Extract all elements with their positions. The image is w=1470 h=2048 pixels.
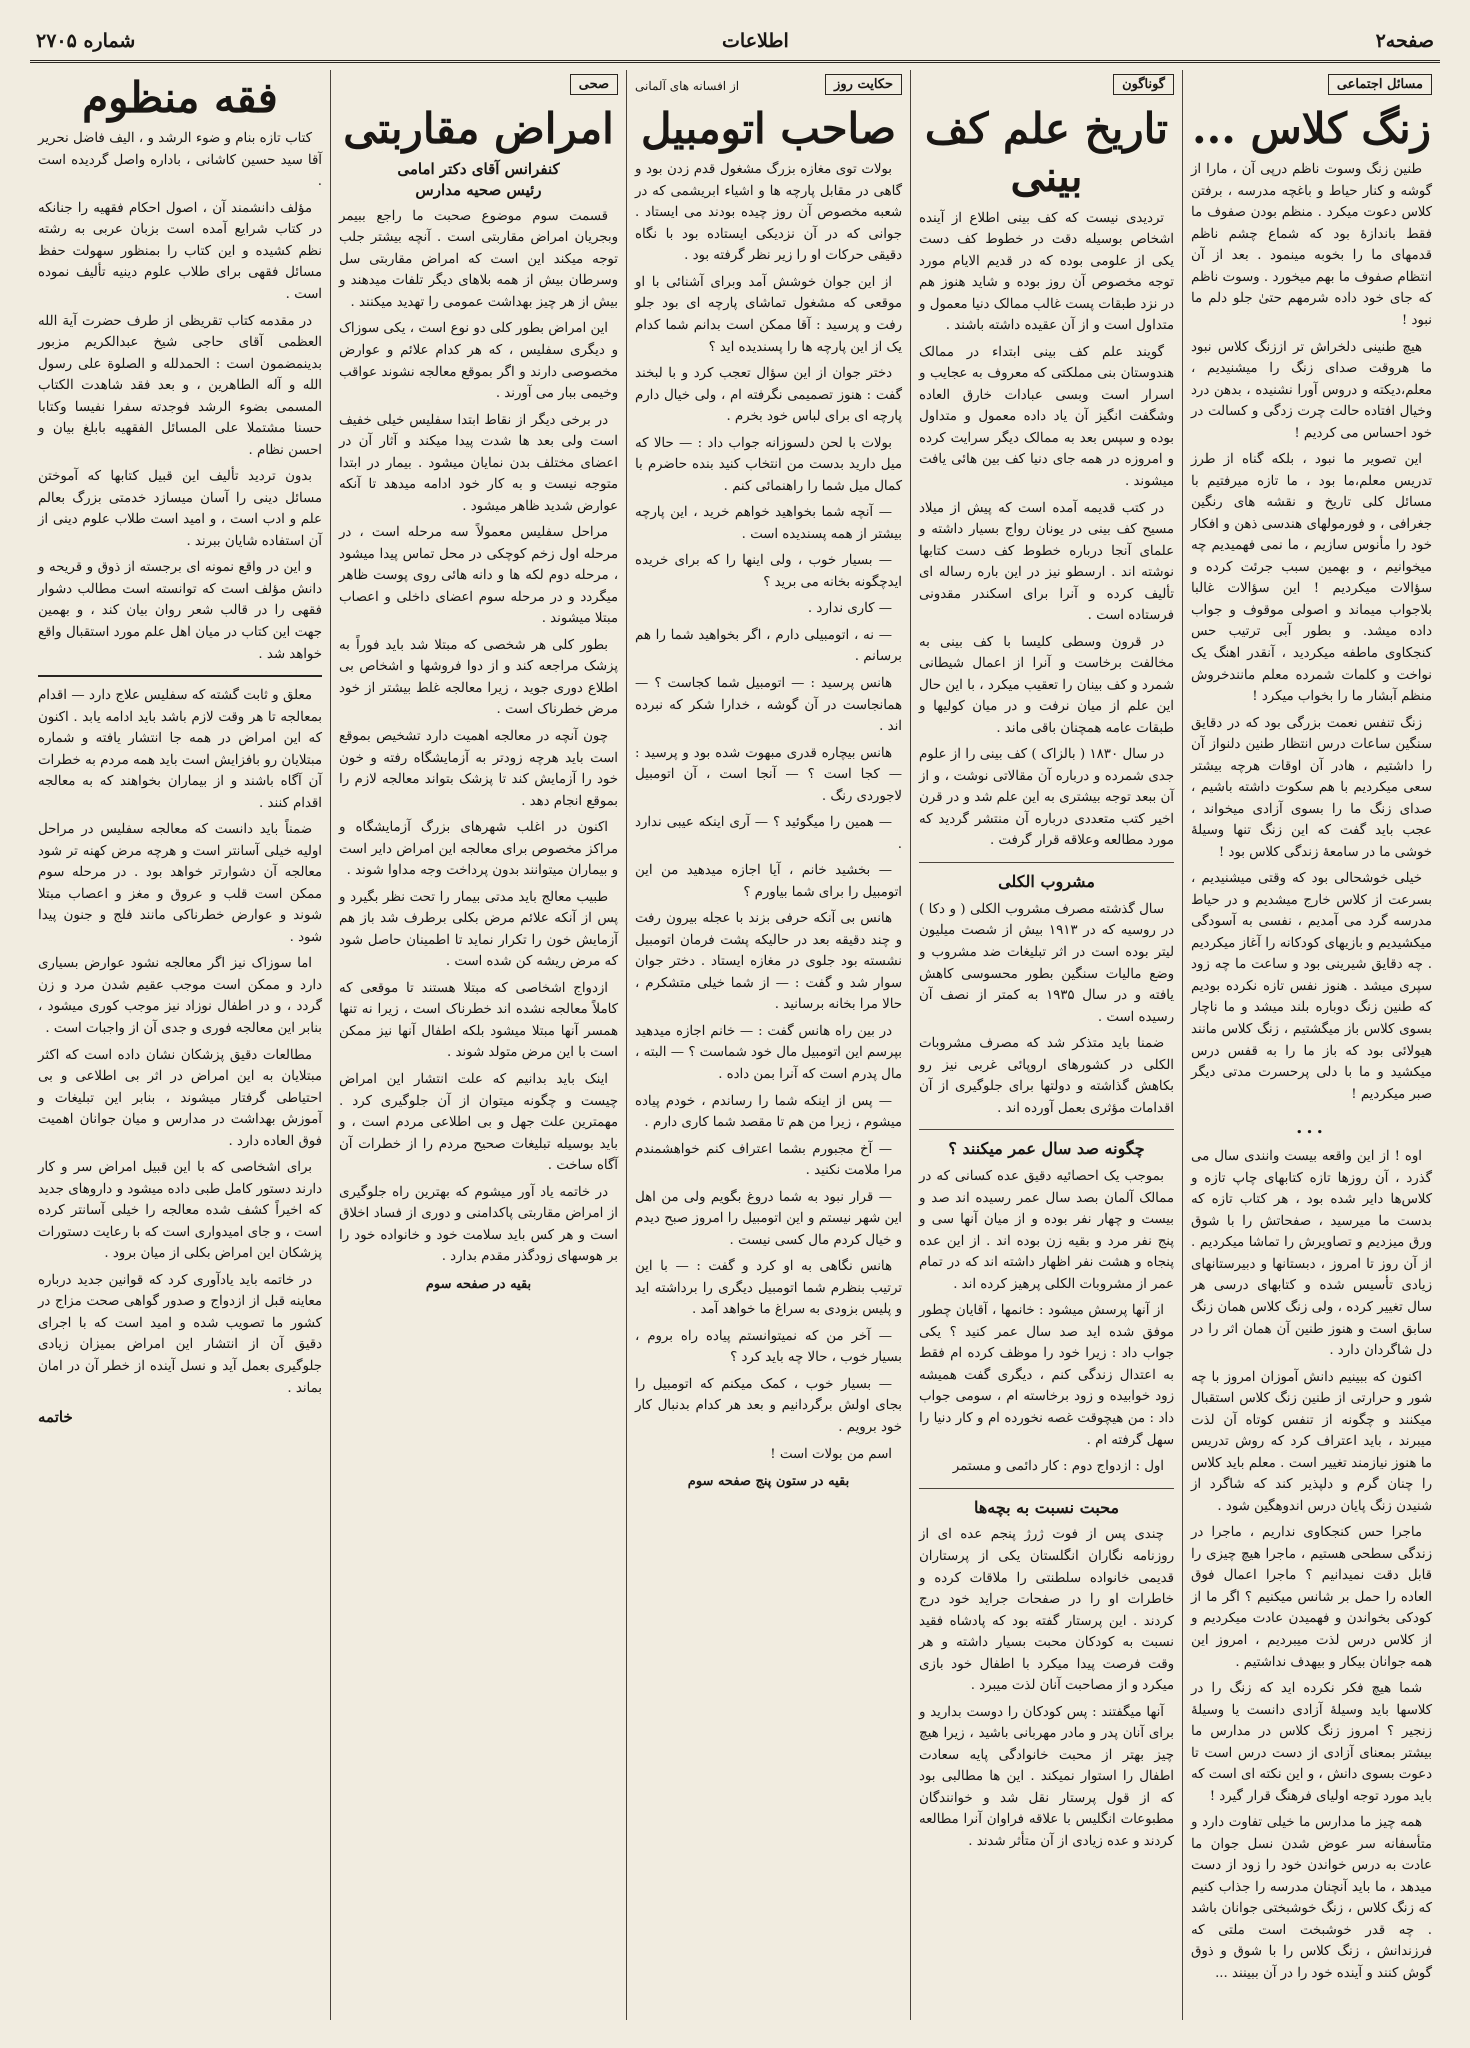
- paragraph: در کتب قدیمه آمده است که پیش از میلاد مسیح کف بینی در یونان رواج بسیار داشته و علمای آنجا درباره خطوط کف دست کتابها نوشته اند . ارسطو نیز در این باره رساله ای تألیف کرده و آنرا برای اسکندر مقدونی فرستاده است .: [919, 500, 1174, 624]
- article-divider: [38, 675, 322, 677]
- paragraph: دختر جوان از این سؤال تعجب کرد و با لبخند گفت : هنوز تصمیمی نگرفته ام ، ولی خیال دارم پارچه ای برای لباس خود بخرم .: [635, 366, 902, 425]
- paragraph: هانس نگاهی به او کرد و گفت : — با این ترتیب بنظرم شما اتومبیل دیگری را برداشته اید و پلیس بزودی به سراغ ما خواهد آمد .: [635, 1259, 902, 1318]
- subheading: چگونه صد سال عمر میکنند ؟: [919, 1129, 1174, 1162]
- article-kaf-bini: [910, 70, 1182, 2020]
- paragraph: — کاری ندارد .: [807, 601, 892, 617]
- paragraph: اکنون که ببینیم دانش آموزان امروز با چه شور و حرارتی از طنین زنگ کلاس استقبال میکنند و چگونه از تنفس کوتاه آن لذت میبرند ، باید اعتراف کرد که روش تدریس ما هنوز نیازمند تغییر است . معلم باید کلاس را چنان گرم و دلپذیر کند که شاگرد از شنیدن زنگ پایان درس اندوهگین شود .: [1191, 1369, 1432, 1514]
- paragraph: هانس بی آنکه حرفی بزند با عجله بیرون رفت و چند دقیقه بعد در حالیکه پشت فرمان اتومبیل نشسته بود جلوی در مغازه ایستاد . دختر جوان سوار شد و گفت : — از شما خیلی متشکرم ، حالا مرا بخانه برسانید .: [635, 911, 902, 1013]
- byline: [339, 159, 618, 200]
- paragraph: اوه ! از این واقعه بیست وانندی سال می گذرد ، آن روزها تازه کتابهای چاپ تازه و کلاس‌ها دایر شده بود ، هر کتاب تازه که بدست ما میرسید ، صفحاتش را با شوق ورق میزدیم و تصاویرش را تماشا میکردیم . از آن روز تا امروز ، دبستانها و دبیرستانهای زیادی تأسیس شده و کتابهای درسی هر سال تغییر کرده ، ولی زنگ کلاس همان زنگ سابق است و هنوز طنین آن همان اثر را در دل شاگردان دارد .: [1191, 1149, 1432, 1359]
- headline: فقه منظوم: [82, 73, 278, 122]
- paragraph: این امراض بطور کلی دو نوع است ، یکی سوزاک و دیگری سفلیس ، که هر کدام علائم و عوارض مخصوصی دارند و اگر بموقع معالجه نشوند عواقب وخیمی ببار می آورند .: [339, 321, 618, 402]
- issue-number: شماره ۲۷۰۵: [36, 30, 136, 52]
- paragraph: — قرار نبود به شما دروغ بگویم ولی من اهل این شهر نیستم و این اتومبیل را امروز صبح دیدم و خیال کردم مال کسی نیست .: [635, 1189, 902, 1248]
- paragraph: از آنها پرسش میشود : خانمها ، آقایان چطور موفق شده اید صد سال عمر کنید ؟ یکی جواب داد : زیرا خود را موظف کرده ام فقط به اعتدال زندگی کنم ، دیگری گفت همیشه زود خوابیده و زود برخاسته ام ، سومی جواب داد : من هیچوقت غصه نخورده ام و کار دنیا را سهل گرفته ام .: [919, 1303, 1174, 1448]
- paragraph: بموجب یک احصائیه دقیق عده کسانی که در ممالک آلمان بصد سال عمر رسیده اند صد و بیست و چهار نفر بوده و از میان آنها سی و پنج نفر مرد و بقیه زن بوده اند . از این عده پنجاه و هشت نفر اظهار داشته اند که در تمام عمر از مشروبات الکلی پرهیز کرده اند .: [919, 1169, 1174, 1292]
- paragraph: آنها میگفتند : پس کودکان را دوست بدارید و برای آنان پدر و مادر مهربانی باشید ، زیرا هیچ چیز بهتر از محبت خانوادگی پایه سعادت اطفال را استوار نمیکند . این ها مطالبی بود که از قول پرستار نقل شد و خوانندگان مطبوعات انگلیس با علاقه فراوان آنرا مطالعه کردند و عده زیادی از آن متأثر شدند .: [919, 1704, 1174, 1849]
- paragraph: بدون تردید تألیف این قبیل کتابها که آموختن مسائل دینی را آسان میسازد خدمتی بزرگ بعالم علم و ادب است ، و امید است طلاب علوم دینی از آن استفاده شایان ببرند .: [38, 469, 322, 549]
- paragraph: اول : ازدواج دوم : کار دائمی و مستمر: [952, 1459, 1164, 1475]
- paragraph: ماجرا حس کنجکاوی نداریم ، ماجرا در زندگی سطحی هستیم ، ماجرا هیچ چیزی را قابل دقت نمیدانیم ؟ ماجرا اعمال فوق العاده را حمل بر شانس میکنیم ؟ اگر ما از کودکی بخواندن و فهمیدن عادت میکردیم و از کلاس درس لذت میبردیم ، امروز این همه جوانان بیکار و بیهدف نداشتیم .: [1191, 1525, 1432, 1670]
- paragraph: چندی پس از فوت ژرژ پنجم عده ای از روزنامه نگاران انگلستان یکی از پرستاران قدیمی خانواده سلطنتی را ملاقات کرده و خاطرات او را در صفحات جراید خود درج کردند . این پرستار گفته بود که پادشاه فقید نسبت به کودکان محبت بسیار داشته و هر وقت فرصت پیدا میکرد با اطفال خود بازی میکرد و از مصاحبت آنان لذت میبرد .: [919, 1527, 1174, 1694]
- paragraph: هیچ طنینی دلخراش تر اززنگ کلاس نبود ما هروقت صدای زنگ را میشنیدیم ، معلم،دیکته و دروس آورا نشنیده ، بدهن درد وخیال افتاده حالت چرت زدگی و کسالت در خود احساس می کردیم !: [1191, 339, 1432, 441]
- paragraph: طبیب معالج باید مدتی بیمار را تحت نظر بگیرد و پس از آنکه علائم مرض بکلی برطرف شد باز هم آزمایش خون را تکرار نماید تا اطمینان حاصل شود که مرض ریشه کن شده است .: [339, 889, 618, 970]
- article-body: [38, 128, 322, 1429]
- section-kicker: گوناگون: [1113, 74, 1174, 95]
- paragraph: همه چیز ما مدارس ما خیلی تفاوت دارد و متأسفانه سر عوض شدن نسل جوان ما عادت به درس خواندن خود را زود از دست میدهد ، ما باید آنچنان مدرسه را جذاب کنیم که زنگ کلاس ، زنگ خوشبختی جوانان باشد . چه قدر خوشبخت است ملتی که فرزندانش ، زنگ کلاس را با شوق و ذوق گوش کنند و آینده خود را در آن ببینند ...: [1191, 1815, 1432, 1981]
- paragraph: ضمنا باید متذکر شد که مصرف مشروبات الکلی در کشورهای اروپائی غربی نیز رو بکاهش گذاشته و دولتها برای جلوگیری از آن اقدامات مؤثری بعمل آورده اند .: [919, 1036, 1174, 1116]
- paragraph: برای اشخاصی که با این قبیل امراض سر و کار دارند دستور کامل طبی داده میشود و داروهای جدید که اخیراً کشف شده معالجه را خیلی آسانتر کرده است ، و جای امیدواری است که با رعایت دستورات پزشکان این امراض بکلی از میان برود .: [38, 1160, 322, 1262]
- paragraph: — همین را میگوئید ؟ — آری اینکه عیبی ندارد .: [635, 815, 902, 852]
- paragraph: زنگ تنفس نعمت بزرگی بود که در دقایق سنگین ساعات درس انتظار طنین دلنواز آن را داشتیم ، هادر آن اوقات هرچه بیشتر سعی میکردیم با هم سکوت داشته باشیم ، صدای زنگ ما را بسوی آزادی میخواند ، عجب باید گفت که این زنگ تنها وسیلهٔ خوشی ما در سامعهٔ زندگی کلاس بود !: [1191, 715, 1432, 860]
- paragraph: اما سوزاک نیز اگر معالجه نشود عوارض بسیاری دارد و ممکن است موجب عقیم شدن مرد و زن گردد ، و در اطفال نوزاد نیز موجب کوری میشود ، بنابر این معالجه فوری و جدی آن از واجبات است .: [38, 956, 322, 1037]
- story-origin: از افسانه های آلمانی: [635, 78, 740, 93]
- subheading: مشروب الکلی: [919, 862, 1174, 895]
- page-number: صفحه۲: [1375, 30, 1434, 52]
- paragraph: — پس از اینکه شما را رساندم ، خودم پیاده میشوم ، زیرا من هم تا مقصد شما کاری دارم .: [635, 1093, 902, 1131]
- paragraph: در خاتمه باید یادآوری کرد که قوانین جدید درباره معاینه قبل از ازدواج و صدور گواهی صحت مزاج در کشور ما تصویب شده و امید است که با اجرای دقیق آن از انتشار این امراض بمیزان زیادی جلوگیری بعمل آید و نسل آینده از خطر آن در امان بماند .: [38, 1272, 322, 1396]
- paragraph: بولات توی مغازه بزرگ مشغول قدم زدن بود و گاهی در مقابل پارچه ها و اشیاء ابریشمی که در شعبه مخصوص آن روز چیده بودند می ایستاد . جوانی که در آن نزدیکی ایستاده بود با نگاه دقیقی حرکات او را زیر نظر گرفته بود .: [635, 162, 902, 264]
- paragraph: از این جوان خوشش آمد وبرای آشنائی با او موقعی که مشغول تماشای پارچه ای بود جلو رفت و پرسید : آقا ممکن است بدانم شما کدام یک از این پارچه ها را پسندیده اید ؟: [635, 274, 902, 355]
- paragraph: کتاب تازه بنام و ضوء الرشد و ، الیف فاضل نحریر آقا سید حسین کاشانی ، باداره واصل گردیده است .: [38, 131, 322, 190]
- paragraph: مؤلف دانشمند آن ، اصول احکام فقهیه را جنانکه در کتاب شرایع آمده است بزبان عربی به رشته نظم کشیده و این کتاب را بمنظور سهولت حفظ مسائل فقهی برای طلاب علوم دینیه تألیف نموده است .: [38, 200, 322, 303]
- paragraph: مطالعات دقیق پزشکان نشان داده است که اکثر مبتلایان به این امراض در اثر بی اطلاعی و بی احتیاطی گرفتار میشوند ، بنابر این تبلیغات و آموزش بهداشت در مدارس و میان جوانان اهمیت فوق العاده دارد .: [38, 1047, 322, 1149]
- paragraph: در مقدمه کتاب تقریظی از طرف حضرت آیة الله العظمی آقای حاجی شیخ عبدالکریم مزبور بدینمضمون است : الحمدلله و الصلوة علی رسول الله و آله الطاهرین ، و بعد فقد شاهدت الکتاب المسمی بضوء الرشد فوجدته سفرا نفیسا وکتابا حسنا مشتملا علی المسائل الفقهیه بابلغ بیان و احسن نظام .: [38, 313, 322, 458]
- paragraph: در بین راه هانس گفت : — خانم اجازه میدهید بپرسم این اتومبیل مال خود شماست ؟ — البته ، مال پدرم است که آنرا بمن داده .: [635, 1023, 902, 1083]
- paragraph: اسم من بولات است !: [770, 1446, 892, 1462]
- paragraph: معلق و ثابت گشته که سفلیس علاج دارد — اقدام بمعالجه تا هر وقت لازم باشد باید ادامه یابد . اکنون که این امراض در همه جا انتشار یافته و شماره مبتلایان رو بافزایش است باید همه مردم به خطرات آن آگاه باشند و از بیماران بخواهند که به معالجه اقدام کنند .: [38, 688, 322, 811]
- article-end-mark: خاتمه: [38, 1408, 73, 1427]
- paragraph: قسمت سوم موضوع صحبت ما راجع ببیمر وبجریان امراض مقاربتی است . آنچه بیشتر جلب توجه میکند این است که امراض مقاربتی سل وسرطان بیش از همه بلاهای دیگر تلفات میدهند و بیش از هر چیز بهداشت عمومی را تهدید میکنند .: [339, 208, 618, 310]
- paragraph: سال گذشته مصرف مشروب الکلی ( و دکا ) در روسیه که در ۱۹۱۳ بیش از شصت میلیون لیتر بوده است در اثر تبلیغات ضد مشروب و وضع مالیات سنگین بطور محسوسی کاهش یافته و در سال ۱۹۳۵ به کمتر از نصف آن رسیده است .: [919, 901, 1174, 1025]
- paragraph: — آخر من که نمیتوانستم پیاده راه بروم ، بسیار خوب ، حالا چه باید کرد ؟: [635, 1328, 902, 1366]
- section-separator: ...: [1296, 1117, 1327, 1139]
- continued-note: بقیه در صفحه سوم: [425, 1276, 532, 1292]
- paragraph: بولات با لحن دلسوزانه جواب داد : — حالا که میل دارید بدست من انتخاب کنید بنده حاضرم با کمال میل شما را راهنمائی کنم .: [635, 435, 902, 494]
- section-kicker: حکایت روز: [825, 74, 902, 95]
- paragraph: — بخشید خانم ، آیا اجازه میدهید من این اتومبیل را برای شما بیاورم ؟: [635, 863, 902, 900]
- paragraph: در خاتمه یاد آور میشوم که بهترین راه جلوگیری از امراض مقاربتی پاکدامنی و دوری از فساد اخلاق است و هر کس باید سلامت خود و خانواده خود را بر هوسهای زودگذر مقدم بدارد .: [339, 1184, 618, 1265]
- article-feqh-manzum: [30, 70, 330, 2020]
- section-kicker: صحی: [570, 74, 618, 95]
- paragraph: این تصویر ما نبود ، بلکه گناه از طرز تدریس معلم،ما بود ، ما تازه میرفتیم با مسائل کلی تاریخ و نقشه های رنگین جغرافی ، و فورمولهای هندسی ذهن و افکار خود را مأنوس سازیم ، ما نمی فهمیدیم چه میخوانیم ، و بهمین سبب جرئت کرده و سؤالات میکردیم ! این سؤالات غالبا بلاجواب میماند و اصولی موقوف و جواب داده میشد. و بطور آبی ترتیب حس کنجکاوی ماطفه میکردید ، آنقدر اهنگ یک نواخت و کلمات شمرده معلم مانندخروش منظم آبشار ما را بخواب میکرد !: [1191, 452, 1432, 705]
- paragraph: اکنون در اغلب شهرهای بزرگ آزمایشگاه و مراکز مخصوص برای معالجه این امراض دایر است و بیماران میتوانند بدون پرداخت وجه مداوا شوند .: [339, 820, 618, 879]
- headline: صاحب اتومبیل: [641, 104, 896, 153]
- kicker-row: [635, 70, 902, 101]
- paragraph: ضمناً باید دانست که معالجه سفلیس در مراحل اولیه خیلی آسانتر است و هرچه مرض کهنه تر شود معالجه آن دشوارتر خواهد بود . در مرحله سوم ممکن است قلب و عروق و مغز و اعصاب مبتلا شوند و عوارض خطرناکی مانند فلج و جنون پیدا شود .: [38, 822, 322, 945]
- paragraph: — بسیار خوب ، ولی اینها را که برای خریده ایدچگونه بخانه می برید ؟: [635, 553, 902, 590]
- article-body: [1191, 159, 1432, 1984]
- paragraph: و این در واقع نمونه ای برجسته از ذوق و قریحه و دانش مؤلف است که توانسته است مطالب دشوار فقهی را در قالب شعر روان بیان کند ، و بهمین جهت این کتاب در میان اهل علم مورد استقبال واقع خواهد شد .: [38, 560, 322, 662]
- paragraph: — بسیار خوب ، کمک میکنم که اتومبیل را بجای اولش برگردانیم و بعد هر کدام بدنبال کار خود برویم .: [635, 1376, 902, 1435]
- paragraph: تردیدی نیست که کف بینی اطلاع از آینده اشخاص بوسیله دقت در خطوط کف دست یکی از علومی بوده که در قدیم الایام مورد توجه مخصوص آن روز بوده و شاید هنوز هم در نزد طبقات پست غالب ممالک دنیا معمول و متداول است و از آن عقیده داشته باشند .: [919, 210, 1174, 334]
- article-amraz-moqarebati: [330, 70, 626, 2020]
- paragraph: در سال ۱۸۳۰ ( بالزاک ) کف بینی را از علوم جدی شمرده و درباره آن مقالاتی نوشت ، و از آن ببعد توجه بیشتری به این علم شد و در قرن اخیر کتب متعددی درباره آن منتشر گردید که مورد مطالعه وعلاقه قرار گرفت .: [919, 747, 1174, 849]
- headline: زنگ کلاس ...: [1192, 104, 1431, 153]
- continued-note: بقیه در ستون پنج صفحه سوم: [687, 1474, 850, 1490]
- paragraph: در برخی دیگر از نقاط ابتدا سفلیس خیلی خفیف است ولی بعد ها شدت پیدا میکند و آثار آن در اعضای مختلف بدن نمایان میشود . بیمار در ابتدا متوجه نیست و به کار خود ادامه میدهد تا آنکه عوارض شدید ظاهر میشود .: [339, 412, 618, 514]
- paragraph: ازدواج اشخاصی که مبتلا هستند تا موقعی که کاملاً معالجه نشده اند خطرناک است ، زیرا نه تنها همسر آنها مبتلا میشود بلکه اطفال آنها نیز ممکن است با این مرض متولد شوند .: [339, 980, 618, 1061]
- byline-title: رئیس صحیه مدارس: [415, 180, 542, 199]
- paragraph: هانس پرسید : — اتومبیل شما کجاست ؟ — همانجاست در آن گوشه ، خدارا شکر که نبرده اند .: [635, 675, 902, 735]
- paragraph: اینک باید بدانیم که علت انتشار این امراض چیست و چگونه میتوان از آن جلوگیری کرد . مهمترین علت جهل و بی اطلاعی مردم است ، و باید بوسیله تبلیغات صحیح مردم را از خطرات آن آگاه ساخت .: [339, 1071, 618, 1174]
- article-body: [635, 159, 902, 1492]
- section-kicker: مسائل اجتماعی: [1328, 74, 1432, 95]
- paragraph: چون آنچه در معالجه اهمیت دارد تشخیص بموقع است باید هرچه زودتر به آزمایشگاه رفته و خون خود را آزمایش کند تا پزشک بتواند معالجه لازم را بموقع انجام دهد .: [339, 729, 618, 809]
- paragraph: خیلی خوشحالی بود که وقتی میشنیدیم ، بسرعت از کلاس خارج میشدیم و در حیاط مدرسه گرد می آمدیم ، نفسی به آسودگی میکشیدیم و بازیهای کودکانه را آغاز میکردیم . چه دقایق شیرینی بود و ساعت ما چه زود سپری میشد . هنوز نفس تازه نکرده بودیم که طنین زنگ دوباره بلند میشد و ما ناچار بسوی کلاس باز میگشتیم ، زنگ کلاس مانند هیولائی بود که باز ما را به قفس درس میکشید و ما با دلی پرحسرت مدتی دیگر صبر میکردیم !: [1191, 871, 1432, 1102]
- paragraph: شما هیچ فکر نکرده اید که زنگ را در کلاسها باید وسیلهٔ آزادی دانست یا وسیلهٔ زنجیر ؟ امروز زنگ کلاس در مدارس ما بیشتر بمعنای آزادی از دست درس است تا دعوت بسوی دانش ، و این نکته ای است که باید مورد توجه اولیای فرهنگ قرار گیرد !: [1191, 1681, 1432, 1804]
- paragraph: طنین زنگ وسوت ناظم درپی آن ، مارا از گوشه و کنار حیاط و باغچه مدرسه ، برفتن کلاس دعوت میکرد . منظم بودن صفوف ما فقط باندازهٔ بود که شماع چشم ناظم قدمهای ما را بخوبه مینمود . بعد از آن انتظام صفوف ما بهم میخورد . وسوت ناظم که جای خود داده شرمهم حتیٰ جلو دلم ما نبود !: [1191, 162, 1432, 329]
- article-body: [919, 208, 1174, 1853]
- article-body: [339, 206, 618, 1295]
- paragraph: مراحل سفلیس معمولاً سه مرحله است ، در مرحله اول زخم کوچکی در محل تماس پیدا میشود ، مرحله دوم لکه ها و دانه هائی روی پوست ظاهر میگردد و در مرحله سوم اعضای داخلی و اعصاب مبتلا میشوند .: [339, 525, 618, 627]
- paragraph: هانس بیچاره قدری مبهوت شده بود و پرسید : — کجا است ؟ — آنجا است ، آن اتومبیل لاجوردی رنگ .: [635, 745, 902, 804]
- paragraph: — نه ، اتومبیلی دارم ، اگر بخواهید شما را هم برسانم .: [635, 627, 902, 665]
- article-saheb-otomobil: [626, 70, 910, 2020]
- paragraph: در قرون وسطی کلیسا با کف بینی به مخالفت برخاست و آنرا از اعمال شیطانی شمرد و کف بینان را تعقیب میکرد ، با این حال این علم از میان نرفت و در میان کولیها و طبقات عامه همچنان باقی ماند .: [919, 634, 1174, 736]
- paragraph: بطور کلی هر شخصی که مبتلا شد باید فوراً به پزشک مراجعه کند و از دوا فروشها و اشخاص بی اطلاع دوری جوید ، زیرا معالجه غلط بیشتر از خود مرض خطرناک است .: [339, 637, 618, 718]
- newspaper-name: اطلاعات: [722, 30, 789, 52]
- masthead: [30, 22, 1440, 63]
- subheading: محبت نسبت به بچه‌ها: [919, 1488, 1174, 1521]
- paragraph: — آنچه شما بخواهید خواهم خرید ، این پارچه بیشتر از همه پسندیده است .: [635, 505, 902, 542]
- byline-author: کنفرانس آقای دکتر امامی: [397, 160, 560, 179]
- headline: تاریخ علم کف بینی: [924, 104, 1169, 202]
- headline: امراض مقاربتی: [343, 104, 614, 153]
- article-zang-kelas: [1182, 70, 1440, 2020]
- paragraph: گویند علم کف بینی ابتداء در ممالک هندوستان بنی مملکتی که معروف به عجایب و اسرار است وبسی عبادات خارق العاده وشگفت انگیز آن یاد داده معمول و متداول بوده و سپس بعد به ممالک دیگر سرایت کرده و امروزه در همه جای دنیا کف بین هائی یافت میشوند .: [919, 344, 1174, 489]
- newspaper-page: [30, 22, 1440, 2026]
- paragraph: — آخ مجبورم بشما اعتراف کنم خواهشمندم مرا ملامت نکنید .: [635, 1141, 902, 1179]
